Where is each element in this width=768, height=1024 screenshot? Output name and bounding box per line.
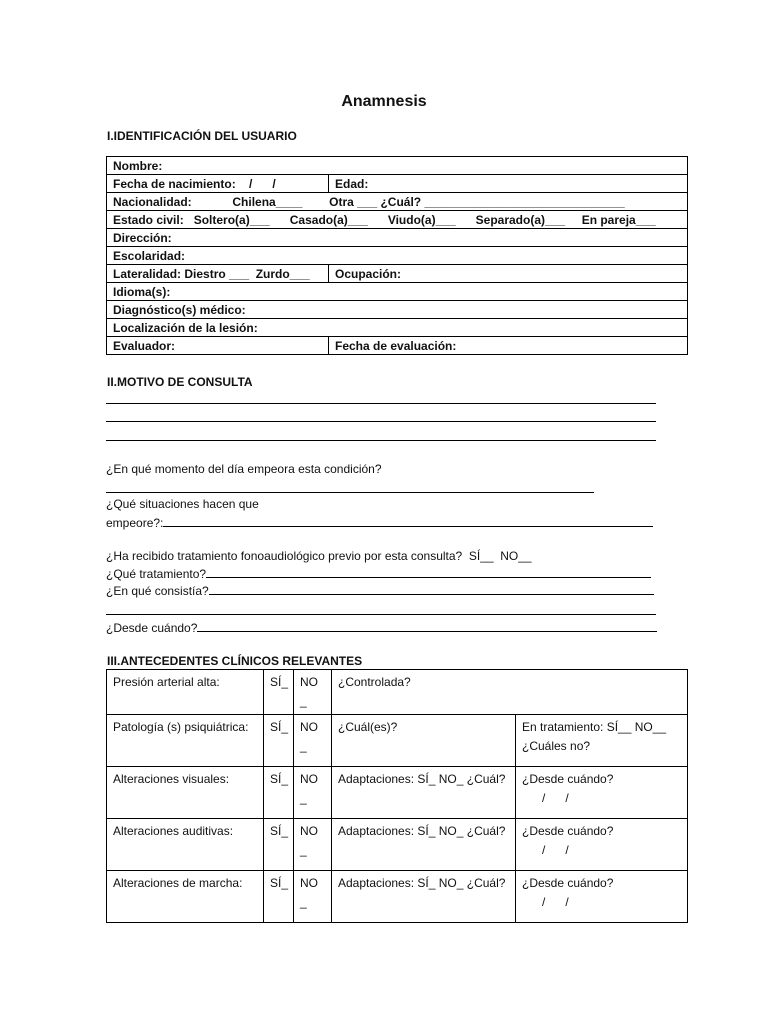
- casado-option[interactable]: Casado(a)___: [289, 212, 368, 227]
- lateralidad-field[interactable]: Lateralidad: Diestro ___ Zurdo___: [107, 265, 329, 283]
- presion-controlada[interactable]: ¿Controlada?: [332, 670, 688, 715]
- motivo-line-1[interactable]: [106, 403, 656, 404]
- visuales-no[interactable]: NO _: [294, 767, 332, 819]
- section-identificacion-heading: I.IDENTIFICACIÓN DEL USUARIO: [107, 129, 297, 143]
- psiquiatrica-si[interactable]: SÍ_: [264, 715, 294, 767]
- motivo-line-3[interactable]: [106, 440, 656, 441]
- row-psiquiatrica: [107, 715, 688, 767]
- q-desde-row: ¿Desde cuándo?: [106, 620, 657, 635]
- presion-si[interactable]: SÍ_: [264, 670, 294, 715]
- psiquiatrica-cuales[interactable]: ¿Cuál(es)?: [332, 715, 516, 767]
- en-pareja-option[interactable]: En pareja___: [581, 212, 656, 227]
- row-estado-civil: [107, 211, 688, 229]
- row-fecha-edad: [107, 175, 688, 193]
- row-visuales: [107, 767, 688, 819]
- consistia-line-2[interactable]: [106, 614, 656, 615]
- marcha-adaptaciones[interactable]: Adaptaciones: SÍ_ NO_ ¿Cuál?: [332, 871, 516, 923]
- antecedentes-table: [106, 669, 688, 923]
- nombre-field[interactable]: Nombre:: [107, 157, 688, 175]
- presion-no[interactable]: NO _: [294, 670, 332, 715]
- auditivas-desde[interactable]: ¿Desde cuándo? / /: [516, 819, 688, 871]
- q-situaciones-label: ¿Qué situaciones hacen que: [106, 497, 259, 511]
- identification-table: [106, 156, 688, 355]
- auditivas-adaptaciones[interactable]: Adaptaciones: SÍ_ NO_ ¿Cuál?: [332, 819, 516, 871]
- idioma-field[interactable]: Idioma(s):: [107, 283, 688, 301]
- row-presion: [107, 670, 688, 715]
- page-title: Anamnesis: [341, 93, 427, 110]
- momento-answer-line[interactable]: [106, 492, 594, 493]
- psiquiatrica-tratamiento[interactable]: En tratamiento: SÍ__ NO__ ¿Cuáles no?: [516, 715, 688, 767]
- auditivas-label: Alteraciones auditivas:: [107, 819, 264, 871]
- consistia-answer-line[interactable]: [209, 583, 654, 595]
- psiquiatrica-no[interactable]: NO _: [294, 715, 332, 767]
- auditivas-no[interactable]: NO _: [294, 819, 332, 871]
- tratamiento-si-no[interactable]: SÍ__ NO__: [468, 549, 532, 563]
- localizacion-field[interactable]: Localización de la lesión:: [107, 319, 688, 337]
- que-tratamiento-answer-line[interactable]: [206, 566, 651, 578]
- row-auditivas: [107, 819, 688, 871]
- q-tratamiento-previo-row: ¿Ha recibido tratamiento fonoaudiológico previo por esta consulta? SÍ__ NO__: [106, 549, 532, 563]
- direccion-field[interactable]: Dirección:: [107, 229, 688, 247]
- marcha-si[interactable]: SÍ_: [264, 871, 294, 923]
- fecha-nacimiento-field[interactable]: Fecha de nacimiento: / /: [107, 175, 329, 193]
- viudo-option[interactable]: Viudo(a)___: [387, 212, 456, 227]
- separado-option[interactable]: Separado(a)___: [475, 212, 566, 227]
- q-situaciones-row: empeore?:: [106, 515, 653, 530]
- marcha-label: Alteraciones de marcha:: [107, 871, 264, 923]
- marcha-desde[interactable]: ¿Desde cuándo? / /: [516, 871, 688, 923]
- section-antecedentes-heading: III.ANTECEDENTES CLÍNICOS RELEVANTES: [107, 654, 363, 668]
- fecha-evaluacion-field[interactable]: Fecha de evaluación:: [329, 337, 688, 355]
- otra-option[interactable]: Otra ___ ¿Cuál? ______________________________: [329, 194, 625, 209]
- q-consistia-row: ¿En qué consistía?: [106, 583, 654, 598]
- motivo-line-2[interactable]: [106, 421, 656, 422]
- situaciones-answer-line[interactable]: [163, 515, 653, 527]
- marcha-no[interactable]: NO _: [294, 871, 332, 923]
- edad-field[interactable]: Edad:: [329, 175, 688, 193]
- visuales-adaptaciones[interactable]: Adaptaciones: SÍ_ NO_ ¿Cuál?: [332, 767, 516, 819]
- nacionalidad-field[interactable]: Nacionalidad: Chilena____ Otra ___ ¿Cuál? ______________________________: [107, 193, 688, 211]
- auditivas-si[interactable]: SÍ_: [264, 819, 294, 871]
- q-momento-label: ¿En qué momento del día empeora esta condición?: [106, 462, 382, 476]
- row-nombre: [107, 157, 688, 175]
- q-que-tratamiento-row: ¿Qué tratamiento?: [106, 566, 651, 581]
- psiquiatrica-label: Patología (s) psiquiátrica:: [107, 715, 264, 767]
- diagnostico-field[interactable]: Diagnóstico(s) médico:: [107, 301, 688, 319]
- row-nacionalidad: [107, 193, 688, 211]
- visuales-label: Alteraciones visuales:: [107, 767, 264, 819]
- evaluador-field[interactable]: Evaluador:: [107, 337, 329, 355]
- chilena-option[interactable]: Chilena____: [232, 194, 303, 209]
- section-motivo-heading: II.MOTIVO DE CONSULTA: [107, 375, 253, 389]
- presion-label: Presión arterial alta:: [107, 670, 264, 715]
- visuales-si[interactable]: SÍ_: [264, 767, 294, 819]
- soltero-option[interactable]: Soltero(a)___: [193, 212, 270, 227]
- estado-civil-field: Estado civil: Soltero(a)___ Casado(a)___ Viudo(a)___ Separado(a)___ En pareja___: [107, 211, 688, 229]
- visuales-desde[interactable]: ¿Desde cuándo? / /: [516, 767, 688, 819]
- row-marcha: [107, 871, 688, 923]
- ocupacion-field[interactable]: Ocupación:: [329, 265, 688, 283]
- desde-answer-line[interactable]: [197, 620, 657, 632]
- escolaridad-field[interactable]: Escolaridad:: [107, 247, 688, 265]
